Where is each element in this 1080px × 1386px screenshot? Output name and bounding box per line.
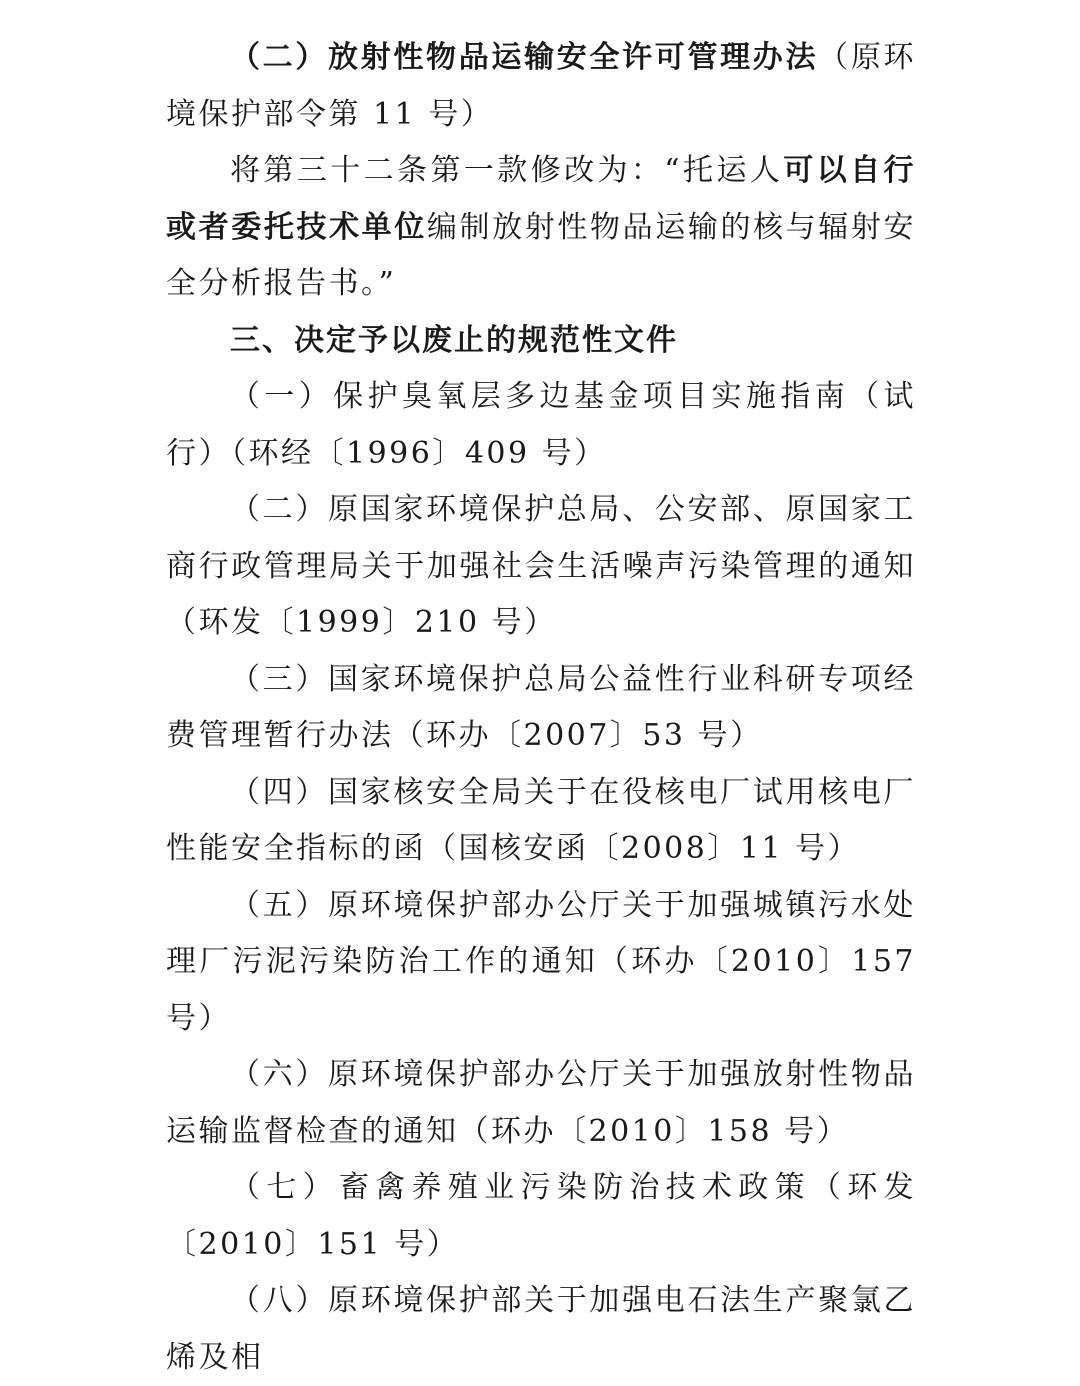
regulation-title-source: （原环境保护部令第 11 号） <box>166 40 917 132</box>
repealed-item-3: （三）国家环境保护总局公益性行业科研专项经费管理暂行办法（环办〔2007〕53 号） <box>166 661 916 753</box>
amendment-paragraph <box>166 143 916 313</box>
repealed-item-2: （二）原国家环境保护总局、公安部、原国家工商行政管理局关于加强社会生活噪声污染管理的通知（环发〔1999〕210 号） <box>166 492 916 640</box>
regulation-title <box>166 30 916 143</box>
regulation-title-bold: （二）放射性物品运输安全许可管理办法 <box>230 40 819 75</box>
document-page <box>166 30 916 1386</box>
section-heading: 三、决定予以废止的规范性文件 <box>230 322 678 358</box>
repealed-item-7: （七）畜禽养殖业污染防治技术政策（环发〔2010〕151 号） <box>166 1170 916 1262</box>
repealed-item-6: （六）原环境保护部办公厅关于加强放射性物品运输监督检查的通知（环办〔2010〕158 号） <box>166 1057 916 1149</box>
amendment-text-start: 将第三十二条第一款修改为：“托运人 <box>230 153 784 188</box>
amendment-text-end: 编制放射性物品运输的核与辐射安全分析报告书。” <box>166 209 917 301</box>
amendment-text-bold: 可以自行或者委托技术单位 <box>166 153 917 245</box>
repealed-item-5: （五）原环境保护部办公厅关于加强城镇污水处理厂污泥污染防治工作的通知（环办〔2010〕157 号） <box>166 887 916 1036</box>
repealed-item-4: （四）国家核安全局关于在役核电厂试用核电厂性能安全指标的函（国核安函〔2008〕11 号） <box>166 774 916 866</box>
repealed-item-1: （一）保护臭氧层多边基金项目实施指南（试行）（环经〔1996〕409 号） <box>166 379 916 471</box>
repealed-item-8: （八）原环境保护部关于加强电石法生产聚氯乙烯及相 <box>166 1283 916 1375</box>
